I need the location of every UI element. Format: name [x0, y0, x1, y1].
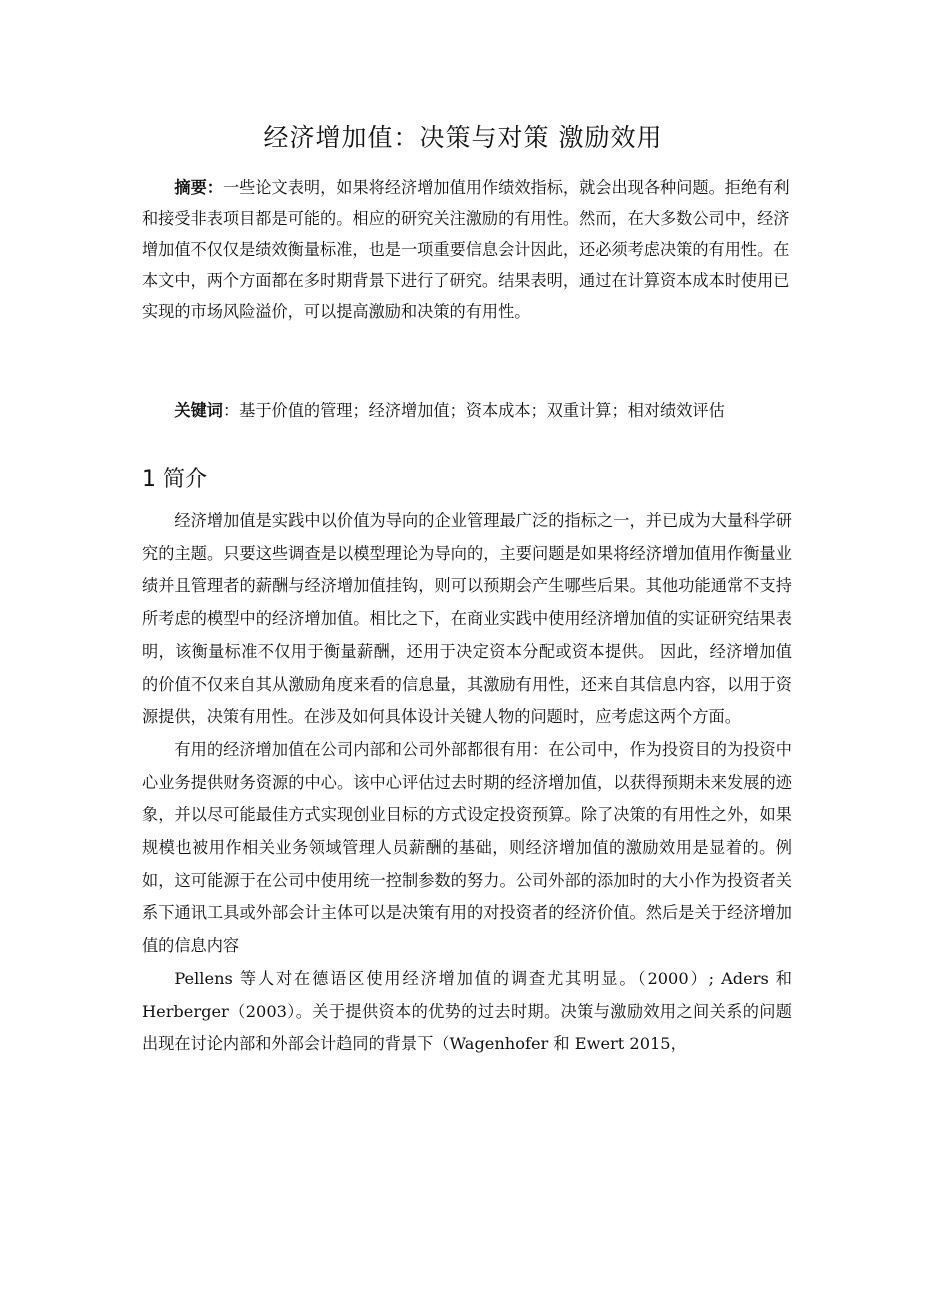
abstract-text: 一些论文表明，如果将经济增加值用作绩效指标，就会出现各种问题。拒绝有利和接受非表项目都是可能的。相应的研究关注激励的有用性。然而，在大多数公司中，经济增加值不仅仅是绩效衡量标准，也是一项重要信息会计因此，还必须考虑决策的有用性。在本文中，两个方面都在多时期背景下进行了研究。结果表明，通过在计算资本成本时使用已实现的市场风险溢价，可以提高激励和决策的有用性。: [142, 178, 790, 321]
abstract-section: [142, 172, 792, 327]
abstract-label: 摘要：: [174, 178, 223, 197]
abstract-paragraph: [142, 172, 792, 327]
keywords-text: ：基于价值的管理；经济增加值；资本成本；双重计算；相对绩效评估: [222, 401, 725, 420]
keywords-section: [142, 395, 792, 426]
keywords-paragraph: [142, 395, 792, 426]
document-title: 经济增加值：决策与对策 激励效用: [263, 123, 663, 152]
body-paragraph: 有用的经济增加值在公司内部和公司外部都很有用：在公司中，作为投资目的为投资中心业务提供财务资源的中心。该中心评估过去时期的经济增加值，以获得预期未来发展的迹象，并以尽可能最佳方式实现创业目标的方式设定投资预算。除了决策的有用性之外，如果规模也被用作相关业务领域管理人员薪酬的基础，则经济增加值的激励效用是显着的。例如，这可能源于在公司中使用统一控制参数的努力。公司外部的添加时的大小作为投资者关系下通讯工具或外部会计主体可以是决策有用的对投资者的经济价值。然后是关于经济增加值的信息内容: [142, 739, 792, 956]
body-paragraph: Pellens 等人对在德语区使用经济增加值的调查尤其明显。（2000）; Aders 和 Herberger（2003）。关于提供资本的优势的过去时期。决策与激励效用之间关系的问题出现在讨论内部和外部会计趋同的背景下（Wagenhofer 和 Ewert 2015，: [142, 968, 792, 1054]
section-heading: 1 简介: [142, 467, 207, 492]
section-body: [142, 505, 792, 1061]
body-paragraph: 经济增加值是实践中以价值为导向的企业管理最广泛的指标之一，并已成为大量科学研究的主题。只要这些调查是以模型理论为导向的，主要问题是如果将经济增加值用作衡量业绩并且管理者的薪酬与经济增加值挂钩，则可以预期会产生哪些后果。其他功能通常不支持所考虑的模型中的经济增加值。相比之下，在商业实践中使用经济增加值的实证研究结果表明，该衡量标准不仅用于衡量薪酬，还用于决定资本分配或资本提供。 因此，经济增加值的价值不仅来自其从激励角度来看的信息量，其激励有用性，还来自其信息内容，以用于资源提供，决策有用性。在涉及如何具体设计关键人物的问题时，应考虑这两个方面。: [142, 511, 792, 727]
keywords-label: 关键词: [174, 401, 223, 420]
